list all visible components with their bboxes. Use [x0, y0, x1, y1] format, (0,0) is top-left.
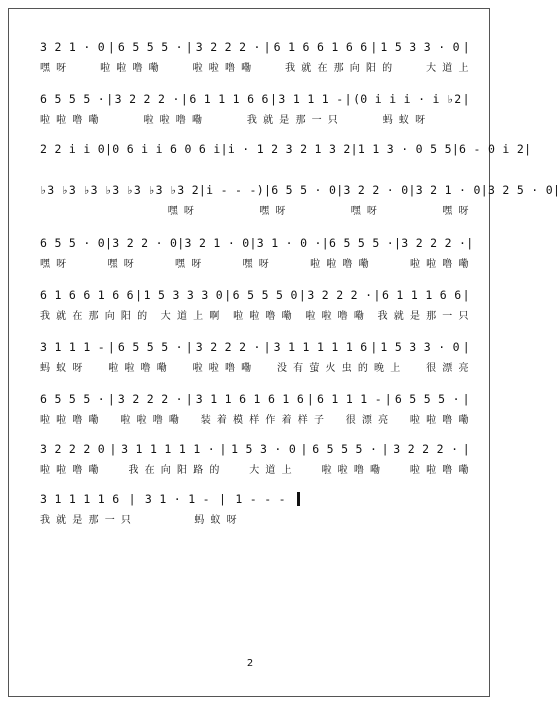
score-row — [40, 338, 470, 384]
measure: 3 1 1 1 - — [278, 92, 344, 106]
score-row — [40, 181, 560, 227]
barline: | — [462, 442, 470, 456]
lyric: 啦 啦 噜 嘞 — [120, 414, 181, 426]
lyric: 啦 啦 噜 嘞 — [409, 464, 470, 476]
lyric: 啦 啦 噜 嘞 — [233, 310, 294, 322]
lyrics-line — [40, 306, 470, 322]
barline: | — [263, 340, 271, 354]
barline: | — [373, 288, 381, 302]
barline: | — [105, 236, 113, 250]
measure: 3 2 2 2 · — [114, 92, 180, 106]
barline: | — [524, 142, 532, 156]
notes-line — [40, 286, 470, 304]
measure: 0 6 i i 6 0 6 i — [112, 142, 221, 156]
score-row — [40, 440, 470, 486]
lyric: 啦 啦 噜 嘞 — [108, 362, 169, 374]
barline: | — [451, 142, 460, 156]
measure: 1 5 3 · 0 — [231, 442, 297, 456]
barline: | — [462, 92, 470, 106]
measure: 3 2 2 · 0 — [112, 236, 178, 250]
score-row — [40, 234, 474, 280]
barline: | — [552, 183, 560, 197]
barline: | — [185, 392, 193, 406]
lyric: 啦 啦 噜 嘞 — [321, 464, 382, 476]
lyric: 啦 啦 噜 嘞 — [100, 62, 161, 74]
lyric: 我 在 向 阳 路 的 — [128, 464, 221, 476]
score-row — [40, 90, 470, 136]
score-row — [40, 286, 470, 332]
lyric: 啦 啦 噜 嘞 — [192, 62, 253, 74]
lyrics-line — [40, 58, 470, 74]
score-row — [40, 38, 470, 84]
measure: 6 5 5 5 · — [40, 392, 106, 406]
lyric: 嘿 呀 — [107, 258, 136, 270]
lyric: 我 就 是 那 一 只 — [40, 514, 133, 526]
notes-line — [40, 390, 470, 408]
lyric: 啦 啦 噜 嘞 — [40, 114, 101, 126]
lyrics-line — [40, 254, 470, 270]
lyric: 嘿 呀 — [167, 205, 196, 217]
barline: | — [462, 340, 470, 354]
barline: | — [321, 236, 329, 250]
barline: | — [384, 392, 393, 406]
lyric: 大 道 上 啊 — [160, 310, 221, 322]
measure: 6 5 5 5 · — [329, 236, 395, 250]
barline: | — [219, 442, 227, 456]
score-row — [40, 140, 532, 186]
barline: | — [107, 392, 116, 406]
measure: i · 1 2 3 2 1 3 2 — [227, 142, 351, 156]
barline: | — [135, 288, 143, 302]
final-barline — [297, 492, 300, 506]
measure: 6 1 1 1 - — [316, 392, 382, 406]
measure: 3 2 2 · 0 — [343, 183, 409, 197]
measure: 3 2 2 2 · — [195, 340, 261, 354]
lyrics-line — [40, 510, 300, 526]
lyric: 嘿 呀 — [259, 205, 287, 217]
barline: | — [219, 492, 227, 506]
measure: 3 2 2 2 · — [307, 288, 373, 302]
measure: 3 2 2 2 · — [401, 236, 467, 250]
lyric: 啦 啦 噜 嘞 — [40, 464, 101, 476]
notes-line — [40, 90, 470, 108]
notes-line — [40, 440, 470, 458]
measure: 1 5 3 3 3 0 — [143, 288, 224, 302]
lyric: 啦 啦 噜 嘞 — [40, 414, 101, 426]
barline: | — [224, 288, 232, 302]
barline: | — [128, 492, 136, 506]
lyric: 我 就 在 那 向 阳 的 — [40, 310, 149, 322]
measure: 6 1 1 1 6 6 — [189, 92, 269, 106]
lyric: 啦 啦 噜 嘞 — [409, 414, 470, 426]
barline: | — [466, 236, 474, 250]
measure: 3 2 5 · 0 — [487, 183, 553, 197]
measure: 1 - - - — [235, 492, 286, 506]
measure: 6 5 5 5 · — [312, 442, 378, 456]
barline: | — [105, 142, 113, 156]
lyric: 我 就 在 那 向 阳 的 — [285, 62, 394, 74]
measure: 6 5 5 5 · — [40, 92, 106, 106]
measure: 3 1 · 0 · — [256, 236, 322, 250]
barline: | — [177, 236, 185, 250]
lyric: 我 就 是 那 一 只 — [246, 114, 340, 126]
lyric: 大 道 上 — [426, 62, 470, 74]
lyric: 啦 啦 噜 嘞 — [310, 258, 371, 270]
lyric: 嘿 呀 — [242, 258, 271, 270]
measure: 3 1 1 1 1 6 — [40, 492, 120, 506]
barline: | — [185, 40, 193, 54]
measure: 3 2 2 2 · — [117, 392, 183, 406]
barline: | — [336, 183, 344, 197]
barline: | — [381, 442, 389, 456]
measure: 6 5 5 5 · — [117, 40, 183, 54]
barline: | — [185, 340, 193, 354]
lyric: 蚂 蚁 呀 — [40, 362, 84, 374]
lyrics-line — [40, 110, 470, 126]
barline: | — [462, 392, 470, 406]
lyric: 啦 啦 噜 嘞 — [305, 310, 366, 322]
measure: 6 5 5 5 · — [394, 392, 460, 406]
notes-line — [40, 338, 470, 356]
notes-line — [40, 234, 474, 252]
barline: | — [220, 142, 228, 156]
barline: | — [180, 92, 189, 106]
barline: | — [263, 40, 271, 54]
barline: | — [344, 92, 352, 106]
measure: 2 2 i i 0 — [40, 142, 106, 156]
lyrics-line — [40, 410, 470, 426]
notes-line — [40, 181, 560, 199]
notes-line — [40, 490, 300, 508]
score-row — [40, 490, 300, 536]
measure: 3 1 1 6 1 6 1 6 — [195, 392, 305, 406]
barline: | — [370, 340, 378, 354]
page-number: 2 — [246, 658, 254, 669]
measure: 6 5 5 5 0 — [232, 288, 298, 302]
lyric: 大 道 上 — [249, 464, 294, 476]
measure: 3 2 1 · 0 — [40, 40, 106, 54]
lyric: 啦 啦 噜 嘞 — [192, 362, 253, 374]
measure: 6 - 0 i 2 — [459, 142, 525, 156]
lyrics-line — [40, 201, 470, 217]
lyric: 蚂 蚁 呀 — [382, 114, 427, 126]
lyric: 嘿 呀 — [442, 205, 470, 217]
measure: 1 5 3 3 · 0 — [380, 340, 460, 354]
barline: | — [462, 40, 470, 54]
measure: i - - -) — [206, 183, 264, 197]
measure: 1 1 3 · 0 5 5 — [357, 142, 452, 156]
measure: 3 2 1 · 0 — [415, 183, 481, 197]
measure: 3 1 1 1 1 1 6 — [273, 340, 368, 354]
measure: 3 2 2 2 · — [195, 40, 261, 54]
barline: | — [249, 236, 257, 250]
barline: | — [394, 236, 402, 250]
lyric: 我 就 是 那 一 只 — [377, 310, 470, 322]
barline: | — [107, 340, 116, 354]
lyric: 很 漂 亮 — [426, 362, 470, 374]
measure: 3 1 1 1 - — [40, 340, 106, 354]
measure: 1 5 3 3 · 0 — [380, 40, 460, 54]
lyric: 啦 啦 噜 嘞 — [409, 258, 470, 270]
measure: 3 2 1 · 0 — [184, 236, 250, 250]
barline: | — [408, 183, 416, 197]
measure: 3 2 2 2 · — [393, 442, 459, 456]
barline: | — [300, 442, 308, 456]
notes-line — [40, 140, 532, 158]
measure: ♭3 ♭3 ♭3 ♭3 ♭3 ♭3 ♭3 2 — [40, 183, 199, 197]
barline: | — [370, 40, 378, 54]
measure: 3 1 · 1 - — [144, 492, 210, 506]
barline: | — [107, 40, 116, 54]
lyrics-line — [40, 460, 470, 476]
barline: | — [106, 92, 114, 106]
lyric: 啦 啦 噜 嘞 — [143, 114, 204, 126]
barline: | — [269, 92, 278, 106]
lyrics-line — [40, 160, 470, 176]
measure: (0 i i i · i ♭2 — [353, 92, 462, 106]
measure: 6 5 5 · 0 — [271, 183, 337, 197]
lyric: 装 着 模 样 作 着 样 子 — [200, 414, 326, 426]
measure: 6 5 5 · 0 — [40, 236, 106, 250]
lyrics-line — [40, 358, 470, 374]
lyric: 没 有 萤 火 虫 的 晚 上 — [276, 362, 402, 374]
lyric: 嘿 呀 — [40, 62, 68, 74]
notes-line — [40, 38, 470, 56]
lyric: 蚂 蚁 呀 — [194, 514, 239, 526]
barline: | — [109, 442, 117, 456]
lyric: 嘿 呀 — [350, 205, 379, 217]
barline: | — [462, 288, 470, 302]
lyric: 很 漂 亮 — [345, 414, 390, 426]
barline: | — [350, 142, 358, 156]
barline: | — [198, 183, 207, 197]
barline: | — [306, 392, 315, 406]
barline: | — [263, 183, 272, 197]
score-row — [40, 390, 470, 436]
measure: 3 2 2 2 0 — [40, 442, 106, 456]
measure: 6 1 1 1 6 6 — [381, 288, 462, 302]
measure: 6 5 5 5 · — [117, 340, 183, 354]
barline: | — [298, 288, 307, 302]
barline: | — [480, 183, 488, 197]
lyric: 嘿 呀 — [175, 258, 203, 270]
measure: 6 1 6 6 1 6 6 — [40, 288, 134, 302]
measure: 3 1 1 1 1 1 · — [121, 442, 216, 456]
lyric: 嘿 呀 — [40, 258, 68, 270]
measure: 6 1 6 6 1 6 6 — [273, 40, 368, 54]
